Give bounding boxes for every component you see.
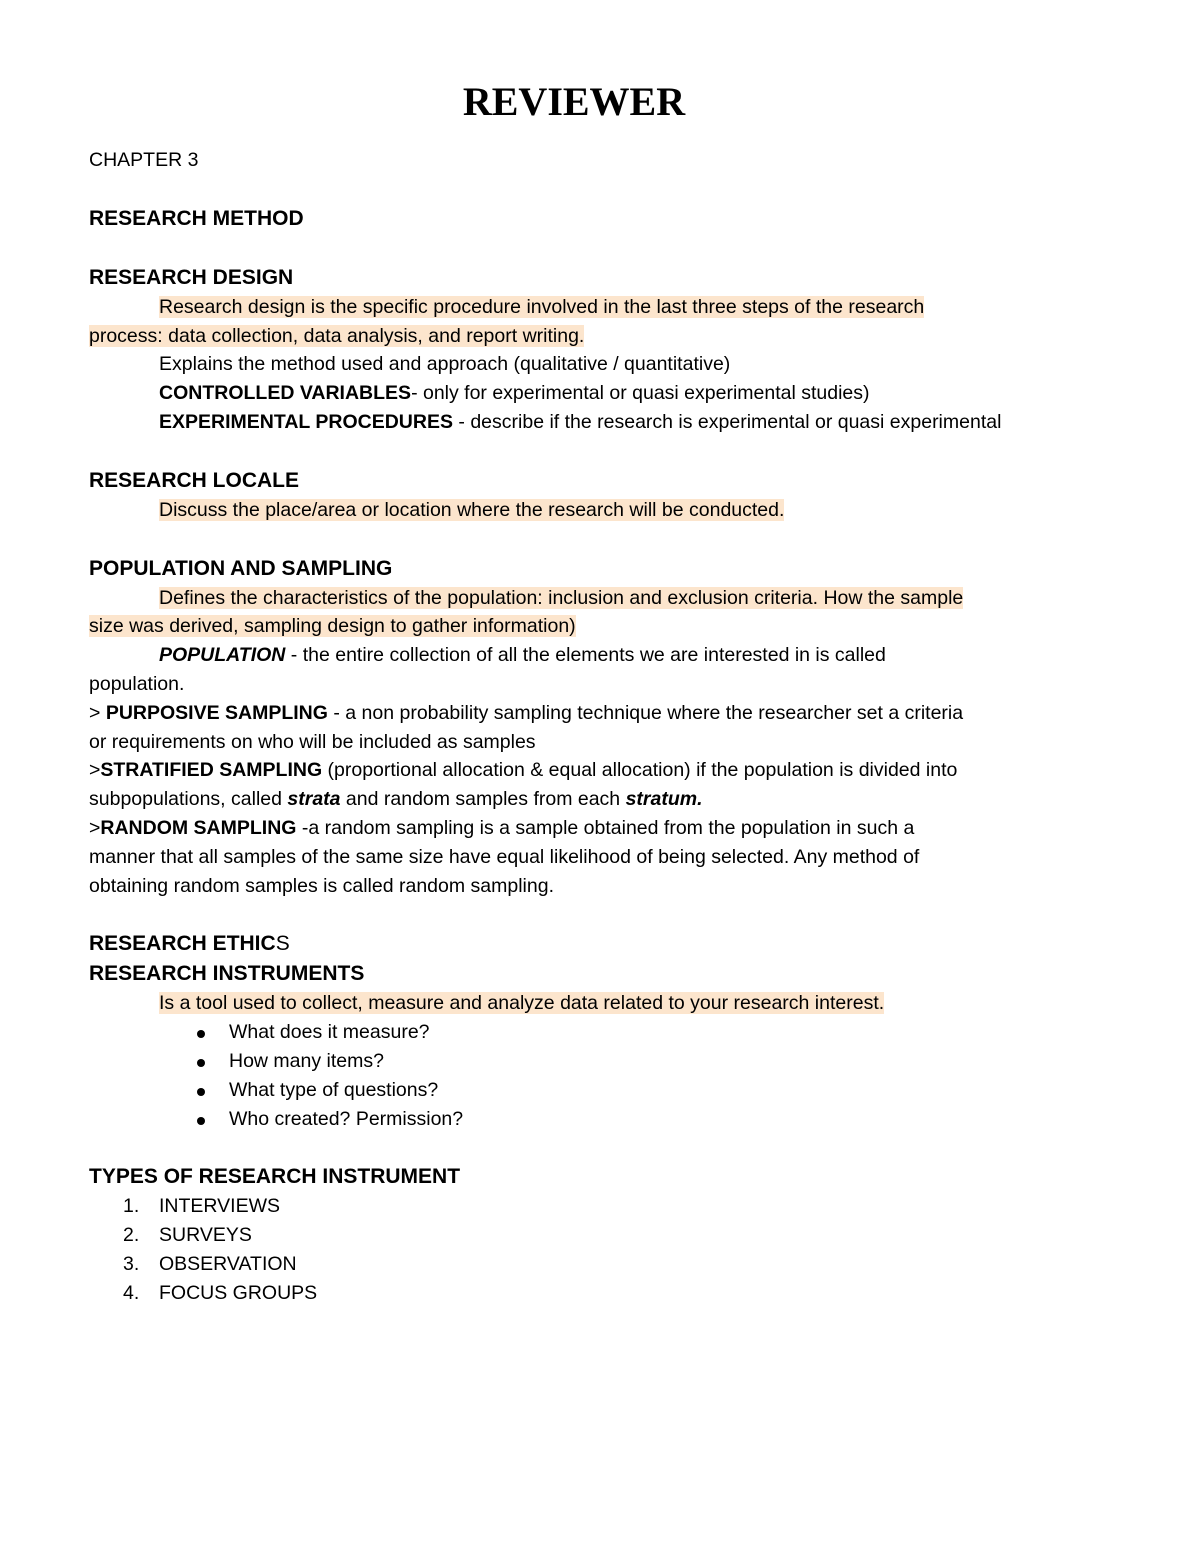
term: EXPERIMENTAL PROCEDURES bbox=[159, 410, 453, 433]
definition-text: - describe if the research is experimental or quasi experimental bbox=[453, 410, 1002, 433]
spacer bbox=[89, 234, 1119, 263]
definition-text: (proportional allocation & equal allocation) if the population is divided into bbox=[322, 759, 958, 782]
list-item bbox=[89, 1047, 1119, 1076]
chapter-label: CHAPTER 3 bbox=[89, 149, 199, 171]
paragraph-line bbox=[89, 322, 1119, 351]
paragraph-line bbox=[89, 293, 1119, 322]
list-item-text: SURVEYS bbox=[159, 1224, 252, 1247]
highlighted-text: size was derived, sampling design to gather information) bbox=[89, 615, 576, 638]
heading-text: S bbox=[275, 932, 290, 956]
document-body bbox=[89, 146, 1119, 1308]
highlighted-text: Defines the characteristics of the population: inclusion and exclusion criteria. How the sample bbox=[159, 586, 964, 609]
paragraph-line bbox=[89, 612, 1119, 641]
spacer bbox=[89, 175, 1119, 204]
spacer bbox=[89, 900, 1119, 929]
list-item bbox=[89, 1192, 1119, 1221]
paragraph-line: obtaining random samples is called random sampling. bbox=[89, 874, 554, 897]
definition-text: - a non probability sampling technique where the researcher set a criteria bbox=[327, 701, 964, 724]
spacer bbox=[89, 525, 1119, 554]
list-number: 2. bbox=[123, 1224, 140, 1247]
paragraph-line: or requirements on who will be included as samples bbox=[89, 730, 536, 753]
heading-research-instruments: RESEARCH INSTRUMENTS bbox=[89, 962, 365, 986]
list-item-text: How many items? bbox=[229, 1049, 384, 1072]
term-stratum: stratum. bbox=[625, 788, 703, 811]
list-item bbox=[89, 1279, 1119, 1308]
term: RANDOM SAMPLING bbox=[100, 816, 297, 839]
list-item-text: Who created? Permission? bbox=[229, 1107, 464, 1130]
heading-research-design: RESEARCH DESIGN bbox=[89, 265, 294, 289]
paragraph-line: manner that all samples of the same size have equal likelihood of being selected. Any method of bbox=[89, 845, 920, 868]
definition-text: - only for experimental or quasi experimental studies) bbox=[411, 382, 870, 405]
paragraph-line: Explains the method used and approach (qualitative / quantitative) bbox=[159, 353, 731, 376]
bullet-icon bbox=[197, 1117, 205, 1125]
definition-text: -a random sampling is a sample obtained from the population in such a bbox=[296, 816, 915, 839]
bullet-list bbox=[89, 1018, 1119, 1133]
paragraph-line bbox=[89, 785, 1119, 814]
heading-types-instrument: TYPES OF RESEARCH INSTRUMENT bbox=[89, 1165, 461, 1189]
numbered-list bbox=[89, 1192, 1119, 1307]
definition-purposive-sampling bbox=[89, 699, 1119, 728]
prefix: > bbox=[89, 759, 101, 782]
prefix: > bbox=[89, 816, 101, 839]
list-item-text: OBSERVATION bbox=[159, 1252, 297, 1275]
text: subpopulations, called bbox=[89, 788, 288, 811]
paragraph-line: population. bbox=[89, 672, 185, 695]
heading-research-method: RESEARCH METHOD bbox=[89, 206, 304, 230]
definition-experimental-procedures bbox=[89, 408, 1119, 437]
list-item bbox=[89, 1076, 1119, 1105]
heading-text: RESEARCH ETHIC bbox=[89, 932, 276, 956]
definition-text: - the entire collection of all the elements we are interested in is called bbox=[285, 644, 886, 667]
paragraph-line bbox=[89, 584, 1119, 613]
list-item-text: INTERVIEWS bbox=[159, 1195, 280, 1218]
highlighted-text: Research design is the specific procedure involved in the last three steps of the research bbox=[159, 295, 925, 318]
document-title: REVIEWER bbox=[462, 79, 686, 124]
spacer bbox=[89, 1133, 1119, 1162]
list-item bbox=[89, 1250, 1119, 1279]
definition-population bbox=[89, 641, 1119, 670]
heading-population-sampling: POPULATION AND SAMPLING bbox=[89, 556, 393, 580]
list-item-text: FOCUS GROUPS bbox=[159, 1281, 318, 1304]
paragraph-line bbox=[89, 496, 1119, 525]
definition-random-sampling bbox=[89, 814, 1119, 843]
highlighted-text: Discuss the place/area or location where the research will be conducted. bbox=[159, 498, 785, 521]
list-number: 3. bbox=[123, 1252, 140, 1275]
term: STRATIFIED SAMPLING bbox=[100, 759, 323, 782]
spacer bbox=[89, 437, 1119, 466]
bullet-icon bbox=[197, 1088, 205, 1096]
highlighted-text: process: data collection, data analysis, and report writing. bbox=[89, 324, 585, 347]
list-item bbox=[89, 1018, 1119, 1047]
list-item-text: What does it measure? bbox=[229, 1021, 430, 1044]
bullet-icon bbox=[197, 1030, 205, 1038]
heading-research-locale: RESEARCH LOCALE bbox=[89, 468, 300, 492]
definition-stratified-sampling bbox=[89, 756, 1119, 785]
bullet-icon bbox=[197, 1059, 205, 1067]
list-number: 4. bbox=[123, 1281, 140, 1304]
definition-controlled-variables bbox=[89, 379, 1119, 408]
term: POPULATION bbox=[159, 644, 286, 667]
highlighted-text: Is a tool used to collect, measure and analyze data related to your research interest. bbox=[159, 992, 885, 1015]
prefix: > bbox=[89, 701, 106, 724]
term: CONTROLLED VARIABLES bbox=[159, 382, 412, 405]
heading-research-ethics bbox=[89, 929, 1119, 959]
paragraph-line bbox=[89, 989, 1119, 1018]
list-number: 1. bbox=[123, 1195, 140, 1218]
list-item bbox=[89, 1221, 1119, 1250]
term-strata: strata bbox=[287, 788, 341, 811]
term: PURPOSIVE SAMPLING bbox=[105, 701, 328, 724]
text: and random samples from each bbox=[340, 788, 626, 811]
list-item bbox=[89, 1105, 1119, 1134]
list-item-text: What type of questions? bbox=[229, 1078, 439, 1101]
